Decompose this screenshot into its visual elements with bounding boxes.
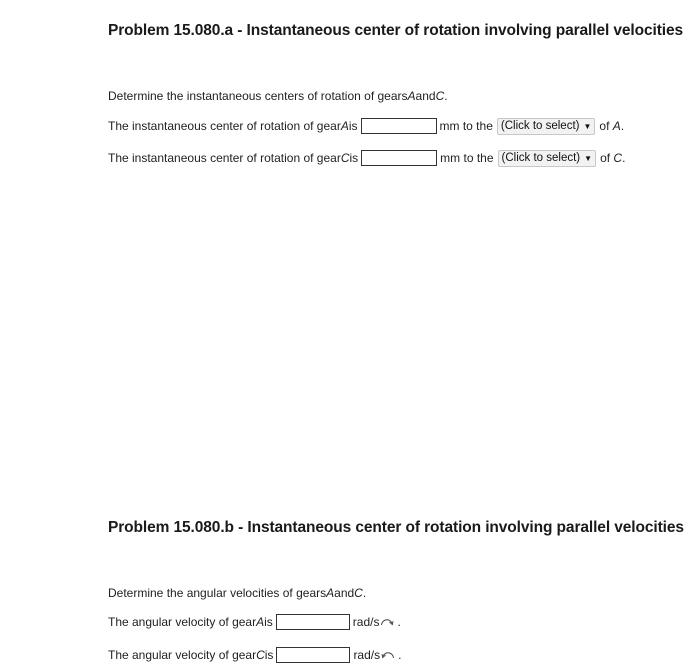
gear-a-angular-velocity-input[interactable] bbox=[276, 614, 350, 630]
gear-a-direction-select[interactable] bbox=[497, 118, 596, 135]
period-text: . bbox=[398, 648, 402, 662]
gear-c-label: C bbox=[340, 151, 350, 165]
part-a-row-gear-a bbox=[108, 117, 624, 135]
of-text: of bbox=[600, 151, 611, 165]
chevron-down-icon: ▼ bbox=[584, 153, 593, 163]
gear-c-label: C bbox=[613, 151, 623, 165]
gear-a-label: A bbox=[256, 615, 265, 629]
and-text: and bbox=[415, 89, 436, 103]
period-text: . bbox=[397, 615, 401, 629]
chevron-down-icon: ▼ bbox=[583, 121, 592, 131]
select-value: (Click to select) bbox=[501, 152, 581, 164]
row-label-text: The angular velocity of gear bbox=[108, 648, 257, 662]
is-text: is bbox=[264, 615, 273, 629]
period-text: . bbox=[362, 586, 367, 600]
gear-c-label: C bbox=[435, 89, 445, 103]
part-b-title: Problem 15.080.b - Instantaneous center of rotation involving parallel velocities bbox=[108, 519, 684, 536]
gear-c-direction-select[interactable] bbox=[498, 150, 597, 167]
row-label-text: The instantaneous center of rotation of gear bbox=[108, 119, 341, 133]
is-text: is bbox=[348, 119, 358, 133]
instruction-text: Determine the angular velocities of gears bbox=[108, 586, 327, 600]
part-a-row-gear-c bbox=[108, 149, 625, 167]
unit-text: rad/s bbox=[352, 615, 380, 629]
row-label-text: The angular velocity of gear bbox=[108, 615, 257, 629]
period-text: . bbox=[444, 89, 448, 103]
of-text: of bbox=[599, 119, 610, 133]
gear-c-icr-distance-input[interactable] bbox=[361, 150, 437, 166]
clockwise-rotation-icon bbox=[380, 617, 394, 627]
period-text: . bbox=[620, 119, 625, 133]
is-text: is bbox=[264, 648, 274, 662]
gear-a-label: A bbox=[340, 119, 349, 133]
period-text: . bbox=[622, 151, 626, 165]
part-b-row-gear-a bbox=[108, 613, 401, 631]
gear-c-label: C bbox=[256, 648, 265, 662]
gear-c-angular-velocity-input[interactable] bbox=[276, 647, 350, 663]
gear-a-icr-distance-input[interactable] bbox=[361, 118, 437, 134]
part-a-instruction bbox=[108, 87, 448, 105]
gear-c-label: C bbox=[354, 586, 363, 600]
row-label-text: The instantaneous center of rotation of gear bbox=[108, 151, 341, 165]
instruction-text: Determine the instantaneous centers of rotation of gears bbox=[108, 89, 408, 103]
part-b-instruction bbox=[108, 584, 366, 602]
gear-a-label: A bbox=[326, 586, 335, 600]
unit-text: rad/s bbox=[353, 648, 381, 662]
unit-text: mm to the bbox=[439, 119, 493, 133]
gear-a-label: A bbox=[612, 119, 621, 133]
counterclockwise-rotation-icon bbox=[381, 650, 395, 660]
part-a-title: Problem 15.080.a - Instantaneous center of rotation involving parallel velocities bbox=[108, 22, 684, 39]
gear-a-label: A bbox=[407, 89, 416, 103]
select-value: (Click to select) bbox=[500, 120, 580, 132]
unit-text: mm to the bbox=[440, 151, 494, 165]
part-b-row-gear-c bbox=[108, 646, 401, 664]
is-text: is bbox=[349, 151, 359, 165]
and-text: and bbox=[334, 586, 355, 600]
